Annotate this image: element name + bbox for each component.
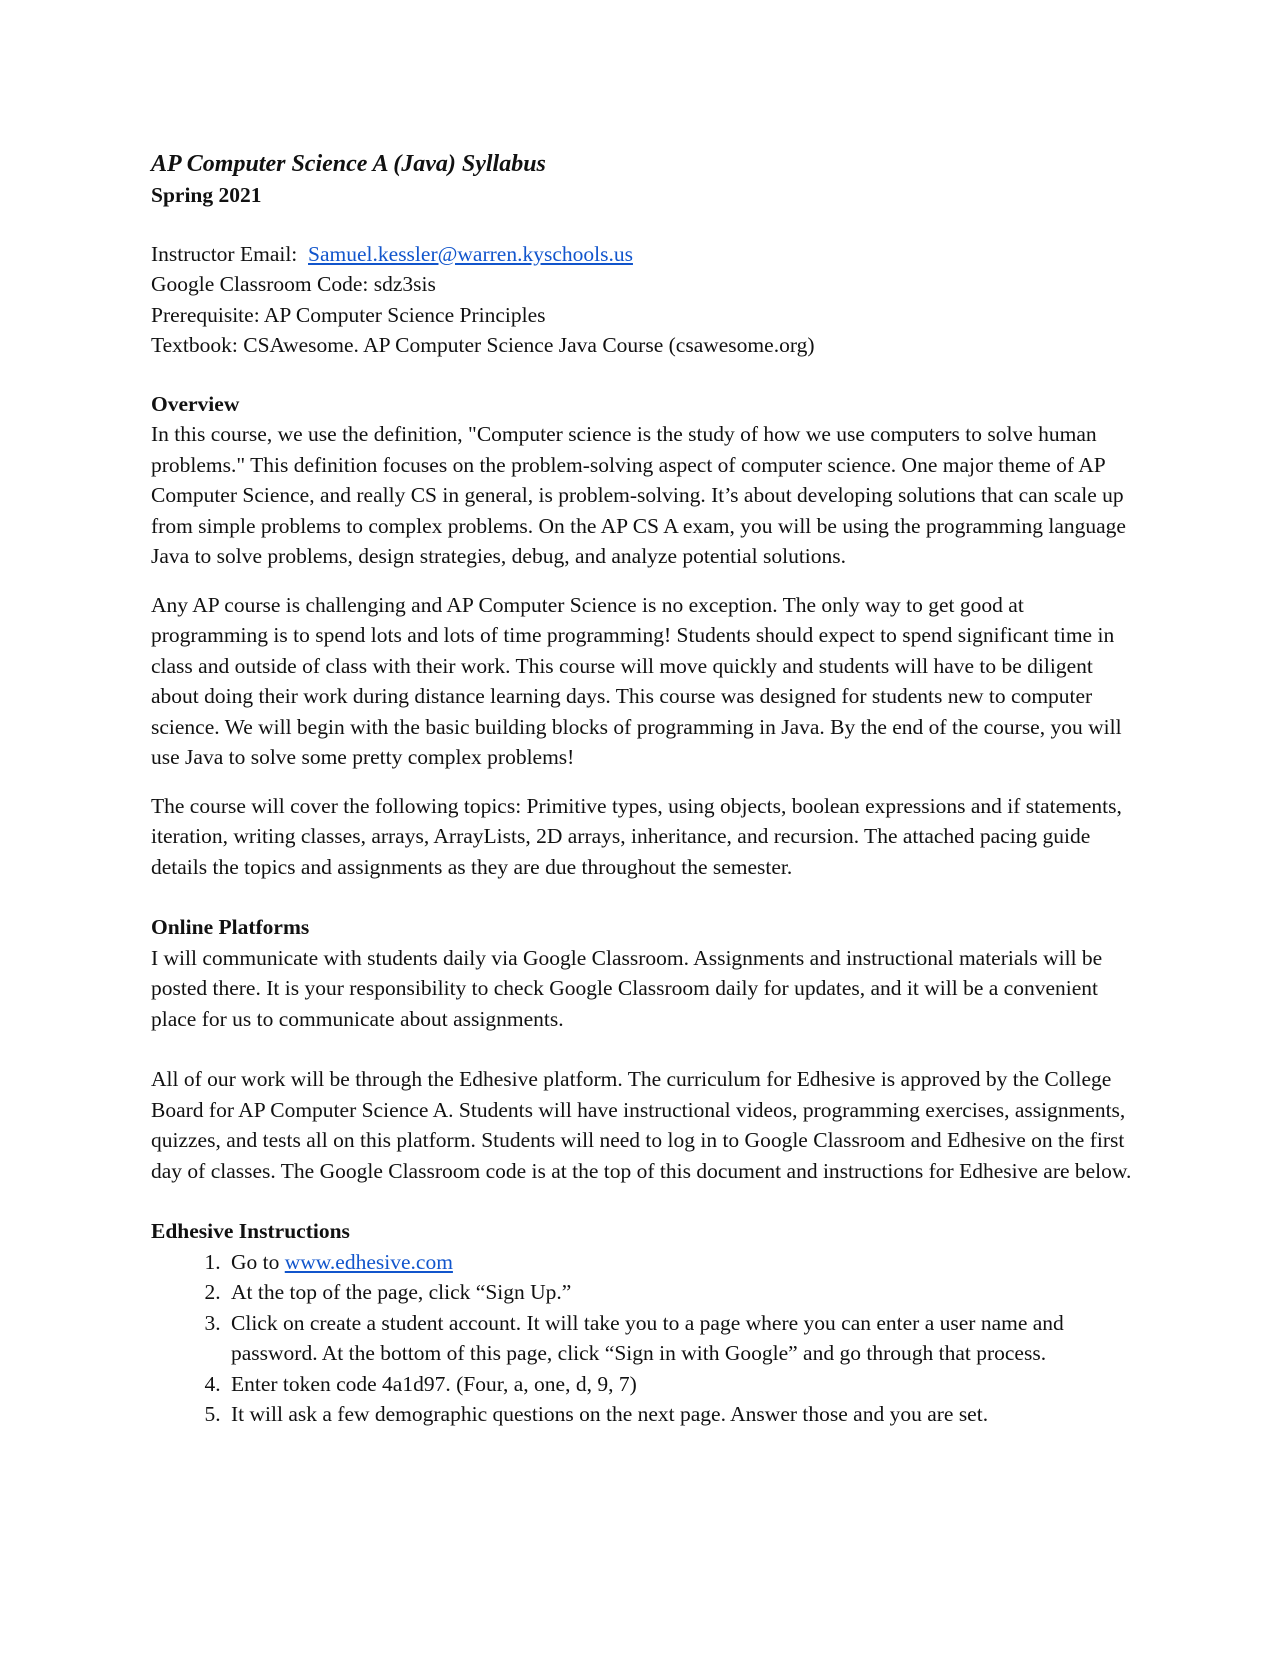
list-item bbox=[226, 1247, 1136, 1278]
prerequisite-line: Prerequisite: AP Computer Science Principles bbox=[151, 302, 546, 327]
list-item: 5. It will ask a few demographic questions on the next page. Answer those and you are set. bbox=[226, 1399, 1136, 1430]
platforms-section bbox=[151, 912, 1136, 1186]
document-page bbox=[151, 148, 1136, 1430]
instructor-email-line bbox=[151, 239, 1136, 270]
platforms-heading: Online Platforms bbox=[151, 915, 310, 939]
platforms-paragraph-2: All of our work will be through the Edhesive platform. The curriculum for Edhesive is approved by the College Board for AP Computer Science A. Students will have instructional videos, programming exercises, assignments, quizzes, and tests all on this platform. Students will need to log in to Google Classroom and Edhesive on the first day of classes. The Google Classroom code is at the top of this document and instructions for Edhesive are below. bbox=[151, 1067, 1132, 1183]
overview-paragraph-3: The course will cover the following topics: Primitive types, using objects, boolean expressions and if statements, iteration, writing classes, arrays, ArrayLists, 2D arrays, inheritance, and recursion. The attached pacing guide details the topics and assignments as they are due throughout the semester. bbox=[151, 793, 1122, 879]
overview-paragraph-1: In this course, we use the definition, "Computer science is the study of how we use computers to solve human problems." This definition focuses on the problem-solving aspect of computer science. One major theme of AP Computer Science, and really CS in general, is problem-solving. It’s about developing solutions that can scale up from simple problems to complex problems. On the AP CS A exam, you will be using the programming language Java to solve problems, design strategies, debug, and analyze potential solutions. bbox=[151, 422, 1126, 568]
overview-section bbox=[151, 389, 1136, 883]
document-title: AP Computer Science A (Java) Syllabus bbox=[151, 151, 546, 177]
course-info bbox=[151, 239, 1136, 361]
edhesive-heading: Edhesive Instructions bbox=[151, 1219, 350, 1243]
overview-heading: Overview bbox=[151, 391, 240, 416]
step-text: Go to bbox=[231, 1249, 285, 1274]
edhesive-website-link[interactable]: www.edhesive.com bbox=[284, 1249, 453, 1274]
edhesive-section bbox=[151, 1216, 1136, 1430]
list-item: 3. Click on create a student account. It will take you to a page where you can enter a user name and password. At the bottom of this page, click “Sign in with Google” and go through that process. bbox=[226, 1308, 1136, 1369]
platforms-paragraph-1: I will communicate with students daily via Google Classroom. Assignments and instructional materials will be posted there. It is your responsibility to check Google Classroom daily for updates, and it will be a convenient place for us to communicate about assignments. bbox=[151, 945, 1103, 1031]
textbook-line: Textbook: CSAwesome. AP Computer Science Java Course (csawesome.org) bbox=[151, 333, 815, 357]
instructor-email-link[interactable]: Samuel.kessler@warren.kyschools.us bbox=[308, 241, 633, 266]
list-item: 2. At the top of the page, click “Sign Up.” bbox=[226, 1277, 1136, 1308]
classroom-code-line: Google Classroom Code: sdz3sis bbox=[151, 272, 436, 296]
edhesive-steps-list bbox=[151, 1247, 1136, 1430]
email-label: Instructor Email: bbox=[151, 241, 298, 266]
term-label: Spring 2021 bbox=[151, 183, 262, 207]
overview-paragraph-2: Any AP course is challenging and AP Computer Science is no exception. The only way to get good at programming is to spend lots and lots of time programming! Students should expect to spend significant time in class and outside of class with their work. This course will move quickly and students will have to be diligent about doing their work during distance learning days. This course was designed for students new to computer science. We will begin with the basic building blocks of programming in Java. By the end of the course, you will use Java to solve some pretty complex problems! bbox=[151, 592, 1122, 769]
list-item: 4. Enter token code 4a1d97. (Four, a, one, d, 9, 7) bbox=[226, 1369, 1136, 1400]
